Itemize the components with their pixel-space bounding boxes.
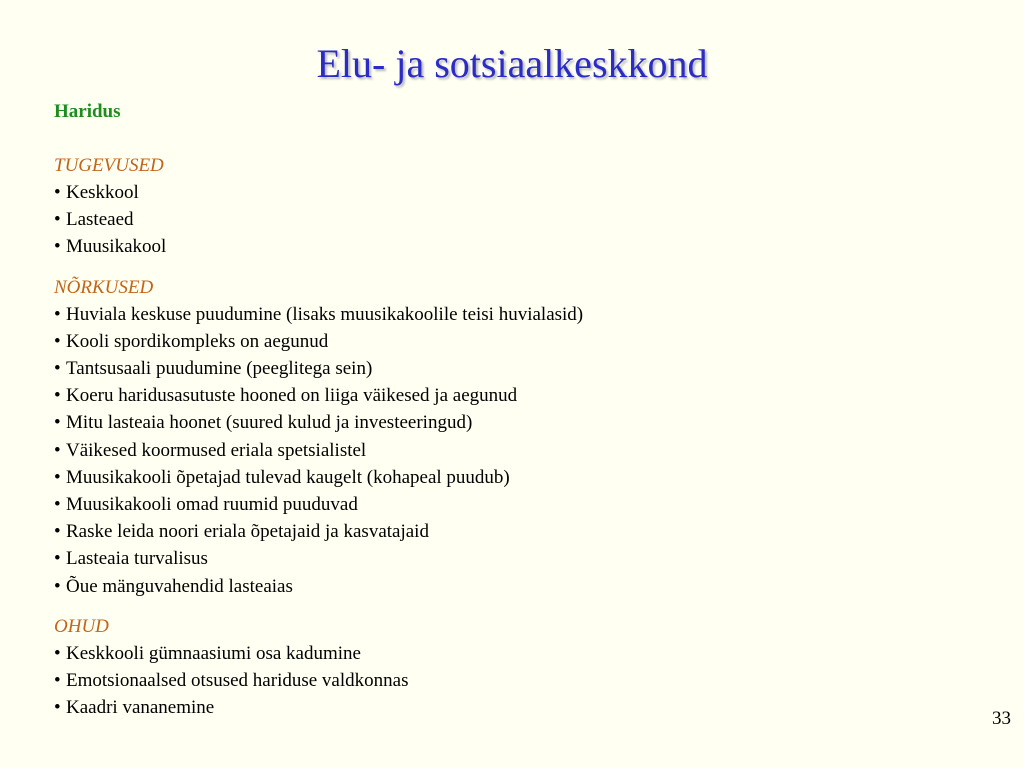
bullet-icon: • [54, 548, 61, 570]
list-item [54, 409, 974, 436]
list-item-text: Keskkooli gümnaasiumi osa kadumine [66, 642, 361, 664]
list-item-text: Muusikakool [66, 236, 167, 258]
list-item [54, 179, 974, 206]
list-item-text: Raske leida noori eriala õpetajaid ja kasvatajaid [66, 521, 429, 543]
bullet-icon: • [54, 521, 61, 543]
bullet-icon: • [54, 697, 61, 719]
bullet-icon: • [54, 358, 61, 380]
list-item [54, 518, 974, 545]
bullet-icon: • [54, 303, 61, 325]
page-number: 33 [992, 708, 1011, 729]
list-item-text: Huviala keskuse puudumine (lisaks muusikakoolile teisi huvialasid) [66, 303, 584, 325]
list-item-text: Koeru haridusasutuste hooned on liiga väikesed ja aegunud [66, 385, 518, 407]
spacer [54, 261, 974, 274]
weaknesses-heading: NÕRKUSED [54, 276, 154, 298]
list-item-text: Muusikakooli omad ruumid puuduvad [66, 494, 358, 516]
list-item [54, 694, 974, 721]
bullet-icon: • [54, 209, 61, 231]
list-item-text: Lasteaia turvalisus [66, 548, 208, 570]
list-item [54, 355, 974, 382]
bullet-icon: • [54, 330, 61, 352]
list-item-text: Keskkool [66, 182, 139, 203]
list-item [54, 437, 974, 464]
weaknesses-list [54, 301, 974, 600]
list-item [54, 464, 974, 491]
list-item [54, 206, 974, 233]
list-item [54, 667, 974, 694]
list-item [54, 573, 974, 600]
bullet-icon: • [54, 182, 61, 203]
list-item [54, 640, 974, 667]
spacer [54, 600, 974, 613]
spacer [54, 125, 974, 152]
list-item-text: Muusikakooli õpetajad tulevad kaugelt (kohapeal puudub) [66, 466, 510, 488]
threats-list [54, 640, 974, 722]
strengths-list [54, 179, 974, 261]
bullet-icon: • [54, 670, 61, 692]
bullet-icon: • [54, 642, 61, 664]
list-item-text: Kooli spordikompleks on aegunud [66, 330, 329, 352]
strengths-heading: TUGEVUSED [54, 155, 164, 176]
slide-title: Elu- ja sotsiaalkeskkond [316, 41, 708, 86]
list-item [54, 328, 974, 355]
slide-body [54, 99, 974, 721]
list-item-text: Kaadri vananemine [66, 697, 215, 719]
bullet-icon: • [54, 466, 61, 488]
list-item [54, 491, 974, 518]
bullet-icon: • [54, 575, 61, 597]
list-item-text: Mitu lasteaia hoonet (suured kulud ja investeeringud) [66, 412, 473, 434]
bullet-icon: • [54, 236, 61, 258]
list-item-text: Tantsusaali puudumine (peeglitega sein) [66, 358, 373, 380]
list-item [54, 382, 974, 409]
threats-heading: OHUD [54, 615, 109, 637]
list-item-text: Õue mänguvahendid lasteaias [66, 575, 293, 597]
list-item-text: Väikesed koormused eriala spetsialistel [66, 439, 367, 461]
bullet-icon: • [54, 385, 61, 407]
list-item-text: Emotsionaalsed otsused hariduse valdkonnas [66, 670, 409, 692]
section-heading-haridus: Haridus [54, 101, 121, 122]
bullet-icon: • [54, 494, 61, 516]
list-item-text: Lasteaed [66, 209, 134, 231]
bullet-icon: • [54, 439, 61, 461]
list-item [54, 545, 974, 572]
list-item [54, 233, 974, 260]
list-item [54, 301, 974, 328]
bullet-icon: • [54, 412, 61, 434]
